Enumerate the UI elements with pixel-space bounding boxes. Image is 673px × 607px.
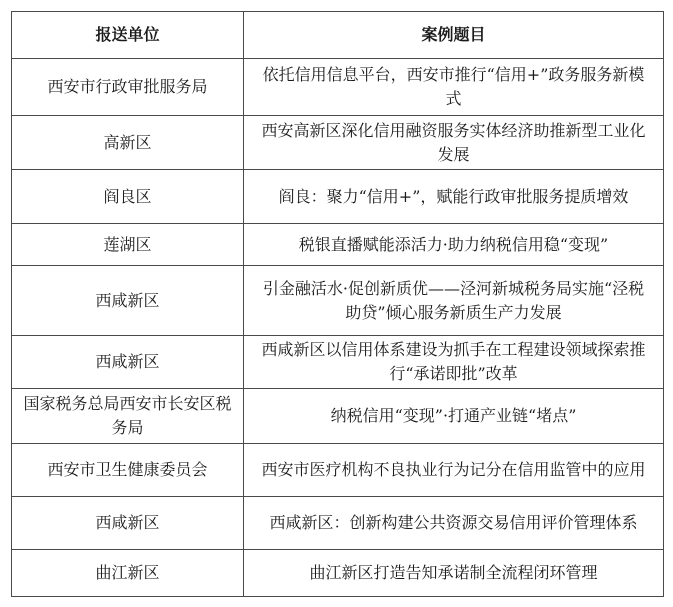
- cell-title: 曲江新区打造告知承诺制全流程闭环管理: [244, 550, 664, 597]
- table-row: [12, 336, 664, 389]
- cell-unit: 西咸新区: [12, 497, 244, 550]
- header-unit: 报送单位: [12, 12, 244, 59]
- table-row: [12, 170, 664, 224]
- cell-title: 西安市医疗机构不良执业行为记分在信用监管中的应用: [244, 444, 664, 497]
- table-row: [12, 266, 664, 336]
- case-table: [11, 11, 664, 597]
- table-row: [12, 497, 664, 550]
- header-row: [12, 12, 664, 59]
- cell-unit: 曲江新区: [12, 550, 244, 597]
- table-row: [12, 116, 664, 170]
- cell-unit: 阎良区: [12, 170, 244, 224]
- cell-unit: 莲湖区: [12, 224, 244, 266]
- header-title: 案例题目: [244, 12, 664, 59]
- cell-title: 引金融活水·促创新质优——泾河新城税务局实施“泾税助贷”倾心服务新质生产力发展: [244, 266, 664, 336]
- cell-unit: 西咸新区: [12, 266, 244, 336]
- table-row: [12, 224, 664, 266]
- cell-title: 西安高新区深化信用融资服务实体经济助推新型工业化发展: [244, 116, 664, 170]
- cell-title: 阎良：聚力“信用+”，赋能行政审批服务提质增效: [244, 170, 664, 224]
- table-row: [12, 444, 664, 497]
- table-row: [12, 550, 664, 597]
- cell-title: 税银直播赋能添活力·助力纳税信用稳“变现”: [244, 224, 664, 266]
- cell-unit: 国家税务总局西安市长安区税务局: [12, 389, 244, 444]
- cell-unit: 西安市卫生健康委员会: [12, 444, 244, 497]
- table-row: [12, 389, 664, 444]
- cell-unit: 西安市行政审批服务局: [12, 59, 244, 116]
- cell-unit: 西咸新区: [12, 336, 244, 389]
- cell-title: 依托信用信息平台，西安市推行“信用+”政务服务新模式: [244, 59, 664, 116]
- cell-title: 纳税信用“变现”·打通产业链“堵点”: [244, 389, 664, 444]
- cell-title: 西咸新区：创新构建公共资源交易信用评价管理体系: [244, 497, 664, 550]
- table-row: [12, 59, 664, 116]
- cell-unit: 高新区: [12, 116, 244, 170]
- cell-title: 西咸新区以信用体系建设为抓手在工程建设领域探索推行“承诺即批”改革: [244, 336, 664, 389]
